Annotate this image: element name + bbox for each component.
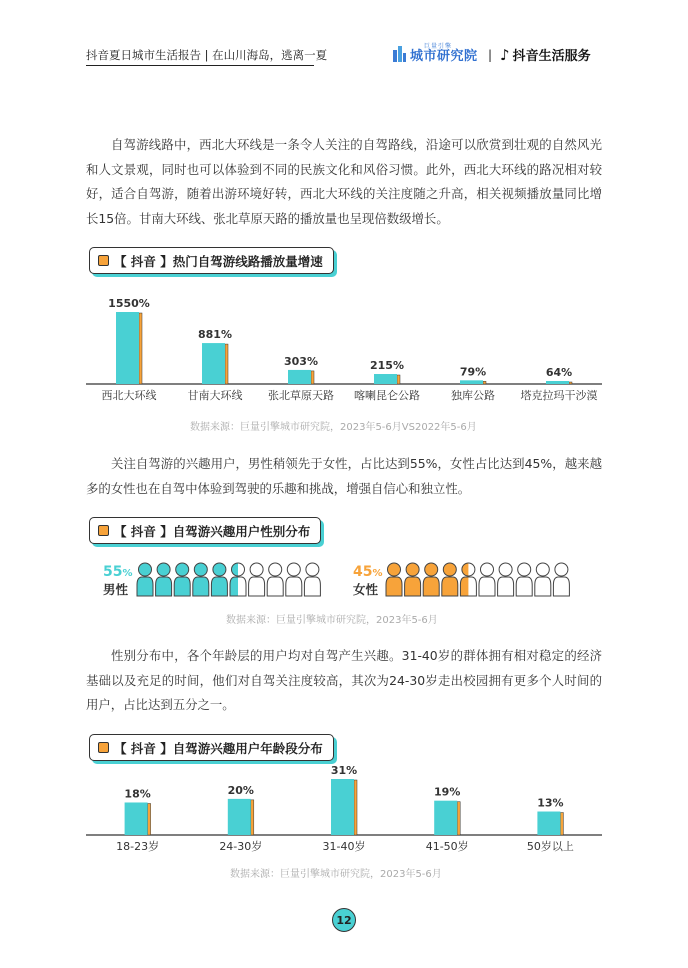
section-title-text: 【 抖音 】自驾游兴趣用户性别分布 — [114, 523, 311, 539]
report-title: 抖音夏日城市生活报告 | 在山川海岛，逃离一夏 — [86, 48, 328, 62]
bar — [460, 380, 483, 384]
bullet-square-icon — [98, 255, 109, 266]
tiktok-note-icon: ♪ — [500, 45, 510, 64]
person-icon — [193, 563, 209, 596]
data-label: 31% — [330, 764, 358, 777]
data-source-1: 数据来源：巨量引擎城市研究院，2023年5-6月VS2022年5-6月 — [190, 422, 477, 433]
person-icon — [442, 563, 458, 596]
bar-edge — [457, 802, 460, 835]
category-label: 31-40岁 — [322, 840, 366, 853]
logo-main-text: 城市研究院 — [410, 48, 478, 64]
male-label: 男性 — [103, 582, 129, 597]
bar — [116, 312, 139, 384]
person-icon — [230, 563, 246, 596]
age-distribution-bar-chart — [86, 760, 606, 855]
category-label: 甘南大环线 — [187, 389, 243, 402]
section-title-route-growth — [89, 247, 334, 274]
header-underline — [86, 65, 314, 66]
research-institute-logo — [392, 41, 478, 65]
category-label: 张北草原天路 — [268, 389, 334, 402]
bar-edge — [560, 813, 563, 835]
bar-edge — [139, 313, 142, 384]
category-label: 塔克拉玛干沙漠 — [520, 389, 598, 402]
data-label: 79% — [459, 365, 487, 379]
female-percent-unit: % — [372, 568, 383, 579]
person-icon — [156, 563, 172, 596]
person-icon — [423, 563, 439, 596]
person-icon — [535, 563, 551, 596]
logo-small-text: 巨量引擎 — [424, 42, 453, 50]
bar-edge — [148, 803, 151, 835]
bullet-square-icon — [98, 742, 109, 753]
person-icon — [498, 563, 514, 596]
male-percent: 55 — [103, 564, 123, 580]
person-icon — [386, 563, 402, 596]
person-icon — [137, 563, 153, 596]
bar-edge — [311, 371, 314, 384]
douyin-life-text: 抖音生活服务 — [512, 49, 591, 64]
intro-paragraph: 自驾游线路中，西北大环线是一条令人关注的自驾路线，沿途可以欣赏到壮观的自然风光和人文景观，同时也可以体验到不同的民族文化和风俗习惯。此外，西北大环线的路况相对较好，适合自驾游，随着出游环境好转，西北大环线的关注度随之升高，相关视频播放量同比增长15倍。甘南大环线、张北草原天路的播放量也呈现倍数级增长。 — [86, 137, 602, 226]
bar — [125, 802, 148, 835]
data-label: 1550% — [108, 297, 150, 310]
bar — [228, 799, 251, 835]
age-paragraph: 性别分布中，各个年龄层的用户均对自驾产生兴趣。31-40岁的群体拥有相对稳定的经济基础以及充足的时间，他们对自驾关注度较高，其次为24-30岁走出校园拥有更多个人时间的用户，占比达到五分之一。 — [86, 648, 602, 712]
bar — [331, 779, 354, 835]
bar — [537, 812, 560, 835]
person-icon — [211, 563, 227, 596]
category-label: 50岁以上 — [526, 840, 574, 853]
bar-edge — [397, 375, 400, 384]
data-label: 18% — [124, 787, 151, 801]
douyin-life-logo — [500, 45, 591, 64]
person-icon — [516, 563, 532, 596]
male-percent-unit: % — [122, 568, 133, 579]
bar-edge — [251, 800, 254, 835]
section-title-text: 【 抖音 】热门自驾游线路播放量增速 — [114, 253, 323, 269]
category-label: 18-23岁 — [116, 840, 160, 853]
bar-edge — [483, 381, 486, 384]
data-source-2: 数据来源：巨量引擎城市研究院，2023年5-6月 — [226, 615, 438, 626]
category-label: 41-50岁 — [425, 840, 469, 853]
person-icon — [286, 563, 302, 596]
bar-edge — [354, 780, 357, 835]
person-icon — [479, 563, 495, 596]
data-label: 19% — [434, 785, 461, 799]
person-icon — [174, 563, 190, 596]
person-icon — [267, 563, 283, 596]
person-icon — [304, 563, 320, 596]
female-icon-row — [385, 561, 585, 597]
person-icon — [405, 563, 421, 596]
female-label: 女性 — [353, 582, 379, 597]
section-title-age — [89, 734, 334, 761]
section-title-gender — [89, 517, 321, 544]
logo-separator: | — [488, 48, 493, 62]
gender-paragraph: 关注自驾游的兴趣用户，男性稍领先于女性，占比达到55%，女性占比达到45%，越来越多的女性也在自驾中体验到驾驶的乐趣和挑战，增强自信心和独立性。 — [86, 456, 602, 496]
data-source-3: 数据来源：巨量引擎城市研究院，2023年5-6月 — [230, 869, 442, 880]
bar-edge — [569, 382, 572, 384]
data-label: 20% — [227, 783, 254, 797]
building-icon — [392, 45, 406, 62]
person-icon — [249, 563, 265, 596]
bar-edge — [225, 344, 228, 384]
person-icon — [553, 563, 569, 596]
bullet-square-icon — [98, 525, 109, 536]
bar — [202, 343, 225, 384]
bar — [434, 801, 457, 835]
data-label: 215% — [370, 359, 404, 373]
category-label: 西北大环线 — [101, 389, 157, 402]
person-icon — [460, 563, 476, 596]
data-label: 881% — [198, 328, 232, 342]
data-label: 64% — [545, 366, 573, 379]
bar — [546, 381, 569, 384]
data-label: 303% — [284, 354, 318, 368]
data-label: 13% — [537, 796, 564, 810]
bar — [288, 370, 311, 384]
category-label: 喀喇昆仑公路 — [354, 389, 420, 402]
male-icon-row — [136, 561, 336, 597]
page-number: 12 — [332, 908, 356, 932]
bar — [374, 374, 397, 384]
female-percent: 45 — [353, 564, 373, 580]
category-label: 24-30岁 — [219, 840, 263, 853]
route-growth-bar-chart — [86, 288, 606, 403]
category-label: 独库公路 — [451, 389, 495, 402]
section-title-text: 【 抖音 】自驾游兴趣用户年龄段分布 — [114, 740, 323, 756]
